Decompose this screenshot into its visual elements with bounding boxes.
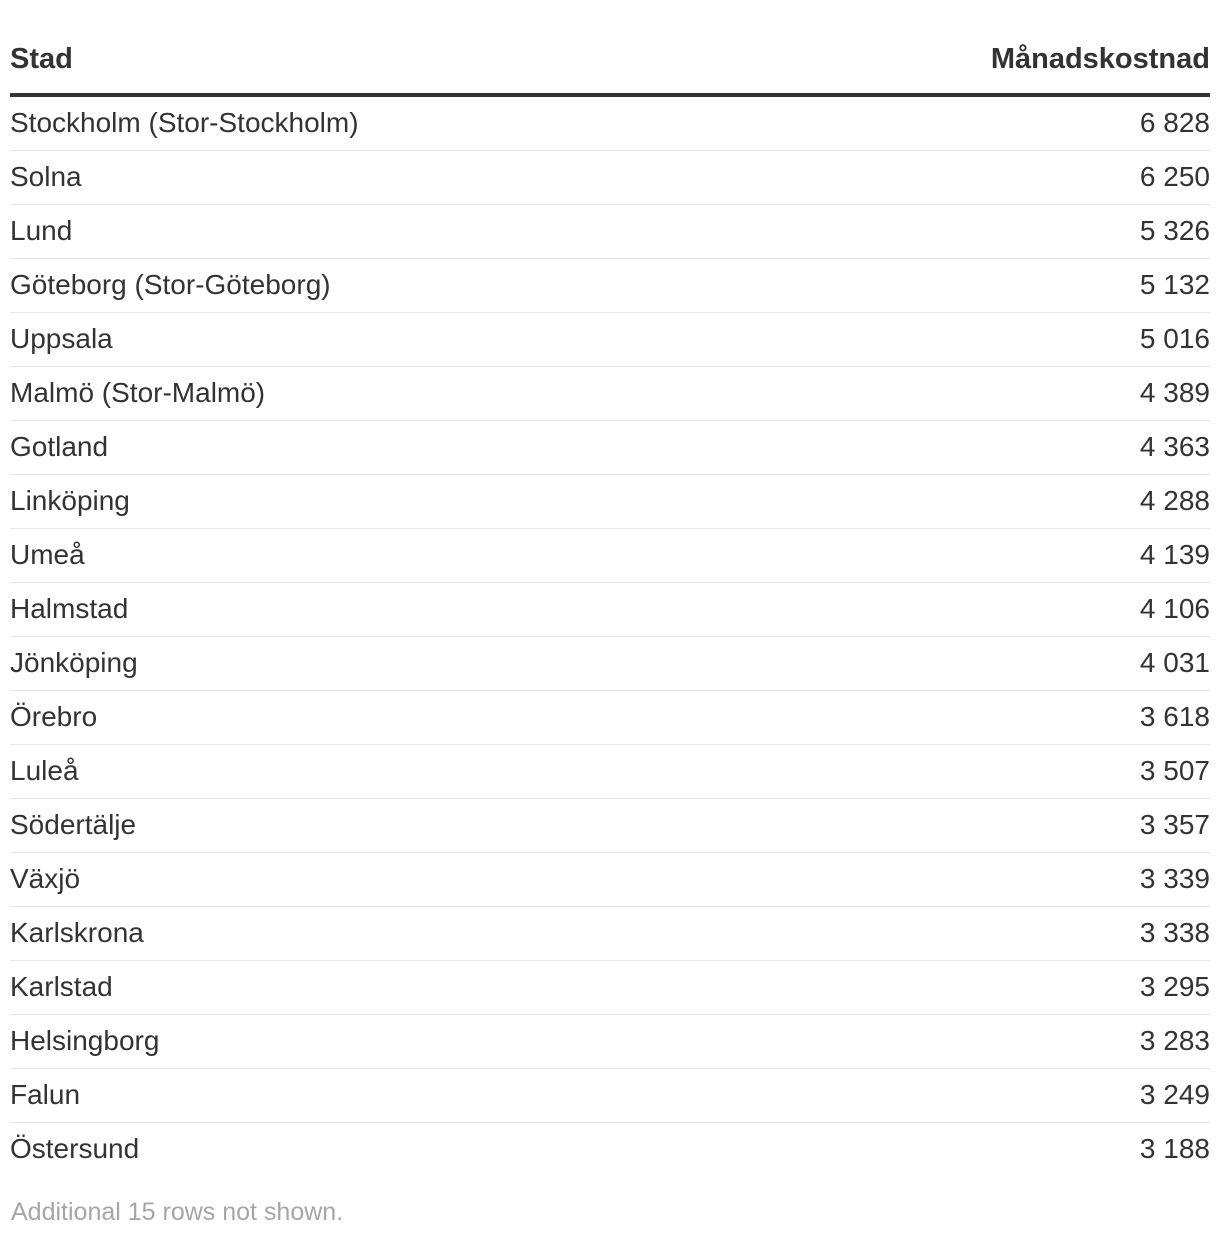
cell-monthly-cost: 4 031	[1139, 646, 1210, 678]
cell-monthly-cost: 4 389	[1139, 376, 1210, 408]
table-row	[10, 637, 1210, 691]
table-row	[10, 961, 1210, 1015]
cell-city: Gotland	[10, 430, 109, 462]
table-row	[10, 421, 1210, 475]
table-row	[10, 745, 1210, 799]
data-table	[10, 0, 1210, 1177]
cell-monthly-cost: 3 283	[1139, 1024, 1210, 1056]
table-row	[10, 313, 1210, 367]
cell-monthly-cost: 5 326	[1139, 214, 1210, 246]
cell-monthly-cost: 3 188	[1139, 1133, 1210, 1164]
cell-monthly-cost: 3 618	[1139, 700, 1210, 732]
cell-city: Falun	[10, 1078, 81, 1110]
table-row	[10, 529, 1210, 583]
cell-city: Linköping	[10, 484, 130, 516]
table-row	[10, 853, 1210, 907]
table-row	[10, 691, 1210, 745]
cell-city: Lund	[10, 214, 73, 246]
cell-city: Solna	[10, 160, 82, 192]
cell-city: Karlskrona	[10, 916, 144, 948]
cell-monthly-cost: 3 357	[1139, 808, 1210, 840]
table-row	[10, 475, 1210, 529]
table-row	[10, 583, 1210, 637]
table-row	[10, 367, 1210, 421]
cell-city: Malmö (Stor-Malmö)	[10, 376, 266, 408]
rows-not-shown-note: Additional 15 rows not shown.	[11, 1198, 344, 1226]
cell-monthly-cost: 5 016	[1139, 322, 1210, 354]
table-row	[10, 205, 1210, 259]
cell-monthly-cost: 3 507	[1139, 754, 1210, 786]
cell-city: Jönköping	[10, 646, 138, 678]
cell-monthly-cost: 6 828	[1139, 106, 1210, 138]
cell-city: Karlstad	[10, 970, 113, 1002]
column-header-stad: Stad	[10, 43, 73, 75]
cell-monthly-cost: 4 139	[1139, 538, 1210, 570]
table-row	[10, 97, 1210, 151]
table-row	[10, 259, 1210, 313]
cell-city: Halmstad	[10, 592, 129, 624]
cell-monthly-cost: 3 295	[1139, 970, 1210, 1002]
cell-monthly-cost: 6 250	[1139, 160, 1210, 192]
table-row	[10, 1015, 1210, 1069]
table-row	[10, 1123, 1210, 1177]
table-header	[10, 0, 1210, 97]
cell-city: Göteborg (Stor-Göteborg)	[10, 268, 331, 300]
cell-city: Södertälje	[10, 808, 137, 840]
cell-monthly-cost: 3 249	[1139, 1078, 1210, 1110]
cell-monthly-cost: 4 288	[1139, 484, 1210, 516]
cell-city: Växjö	[10, 862, 81, 894]
cell-city: Östersund	[10, 1133, 140, 1164]
cell-city: Umeå	[10, 538, 85, 570]
cell-monthly-cost: 3 338	[1139, 916, 1210, 948]
table-row	[10, 151, 1210, 205]
cell-monthly-cost: 3 339	[1139, 862, 1210, 894]
table-row	[10, 907, 1210, 961]
cell-monthly-cost: 4 106	[1139, 592, 1210, 624]
cell-monthly-cost: 4 363	[1139, 430, 1210, 462]
column-header-manadskostnad: Månadskostnad	[990, 43, 1210, 75]
cell-city: Örebro	[10, 700, 98, 732]
cell-city: Luleå	[10, 754, 79, 786]
table-body	[10, 97, 1210, 1177]
cell-city: Stockholm (Stor-Stockholm)	[10, 106, 359, 138]
cell-city: Helsingborg	[10, 1024, 160, 1056]
cell-monthly-cost: 5 132	[1139, 268, 1210, 300]
cell-city: Uppsala	[10, 322, 113, 354]
table-row	[10, 799, 1210, 853]
table-row	[10, 1069, 1210, 1123]
